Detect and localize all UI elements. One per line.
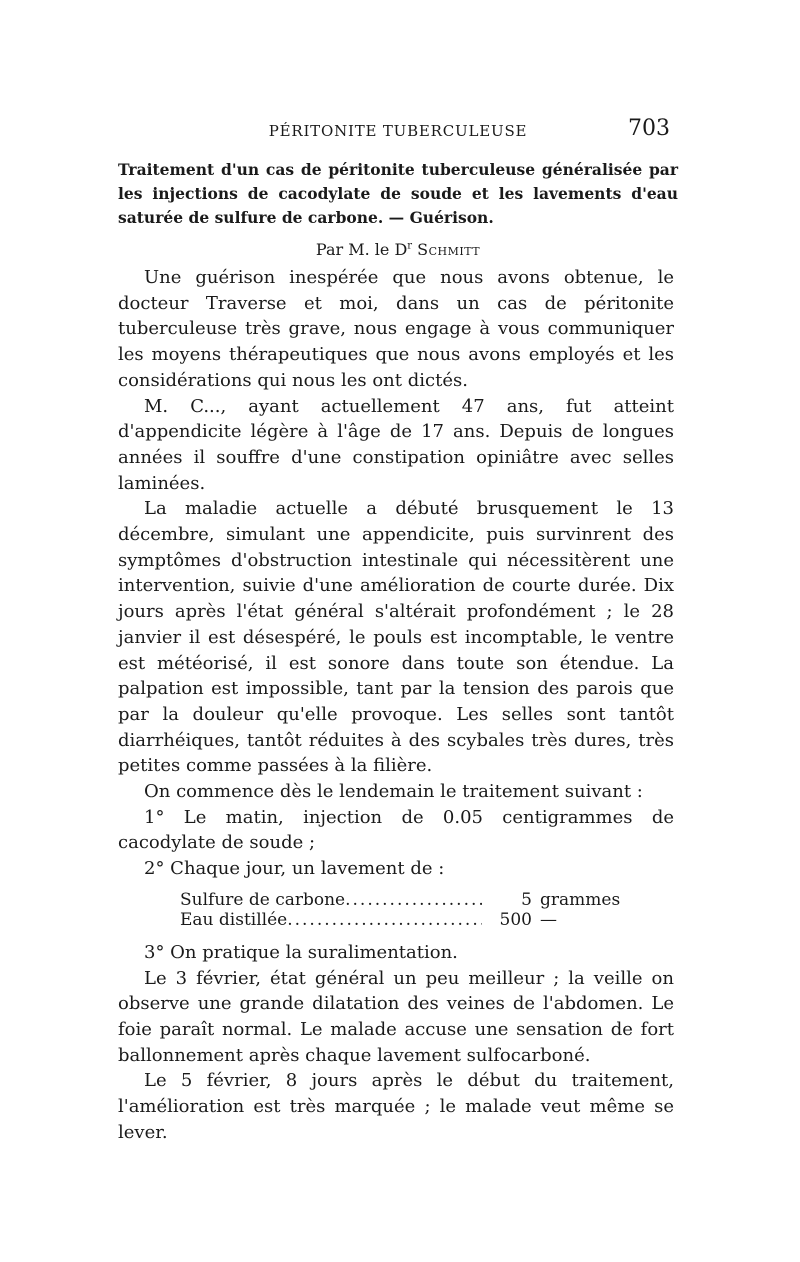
formula-row: [180, 890, 630, 910]
paragraph: 1° Le matin, injection de 0.05 centigrammes de cacodylate de soude ;: [118, 806, 674, 854]
leader-dots: [345, 890, 482, 910]
running-head: [118, 116, 678, 146]
paragraph: Le 3 février, état général un peu meilleur ; la veille on observe une grande dilatation des veines de l'abdomen. Le foie paraît normal. Le malade accuse une sensation de fort ballonnement après chaque lavement sulfocarboné.: [118, 967, 674, 1066]
paragraph: Une guérison inespérée que nous avons obtenue, le docteur Traverse et moi, dans un cas de péritonite tuberculeuse très grave, nous engage à vous communiquer les moyens thérapeutiques que nous avons employés et les considérations qui nous les ont dictés.: [118, 267, 674, 391]
author-name: Schmitt: [417, 240, 481, 259]
formula-ingredient: Sulfure de carbone: [180, 889, 346, 910]
paragraph: 2° Chaque jour, un lavement de :: [144, 858, 445, 880]
formula-amount: 5: [521, 889, 532, 910]
formula-unit: —: [540, 909, 557, 930]
prescription-formula: [180, 890, 630, 930]
formula-ingredient: Eau distillée: [180, 909, 288, 930]
paragraph: 3° On pratique la suralimentation.: [144, 941, 458, 963]
article-body: [118, 265, 674, 1146]
author-line: [118, 240, 678, 259]
author-prefix: Par M. le D: [315, 240, 408, 259]
paragraph: La maladie actuelle a débuté brusquement le 13 décembre, simulant une appendicite, puis survinrent des symptômes d'obstruction intestinale qui nécessitèrent une intervention, suivie d'une amélioration de courte durée. Dix jours après l'état général s'altérait profondément ; le 28 janvier il est désespéré, le pouls est incomptable, le ventre est météorisé, il est sonore dans toute son étendue. La palpation est impossible, tant par la tension des parois que par la douleur qu'elle provoque. Les selles sont tantôt diarrhéiques, tantôt réduites à des scybales très dures, très petites comme passées à la filière.: [118, 498, 674, 777]
formula-unit: grammes: [540, 889, 621, 910]
article-title: Traitement d'un cas de péritonite tuberculeuse généralisée par les injections de cacodylate de soude et les lavements d'eau saturée de sulfure de carbone. — Guérison.: [118, 160, 678, 227]
paragraph: M. C..., ayant actuellement 47 ans, fut atteint d'appendicite légère à l'âge de 17 ans. Depuis de longues années il souffre d'une constipation opiniâtre avec selles laminées.: [118, 395, 674, 494]
page-number: 703: [628, 116, 670, 141]
author-sup: r: [407, 240, 413, 252]
running-title: PÉRITONITE TUBERCULEUSE: [268, 122, 528, 140]
formula-amount: 500: [499, 909, 532, 930]
paragraph: On commence dès le lendemain le traitement suivant :: [144, 781, 643, 803]
paragraph: Le 5 février, 8 jours après le début du traitement, l'amélioration est très marquée ; le malade veut même se lever.: [118, 1070, 674, 1143]
leader-dots: [287, 910, 482, 930]
formula-row: [180, 910, 630, 930]
